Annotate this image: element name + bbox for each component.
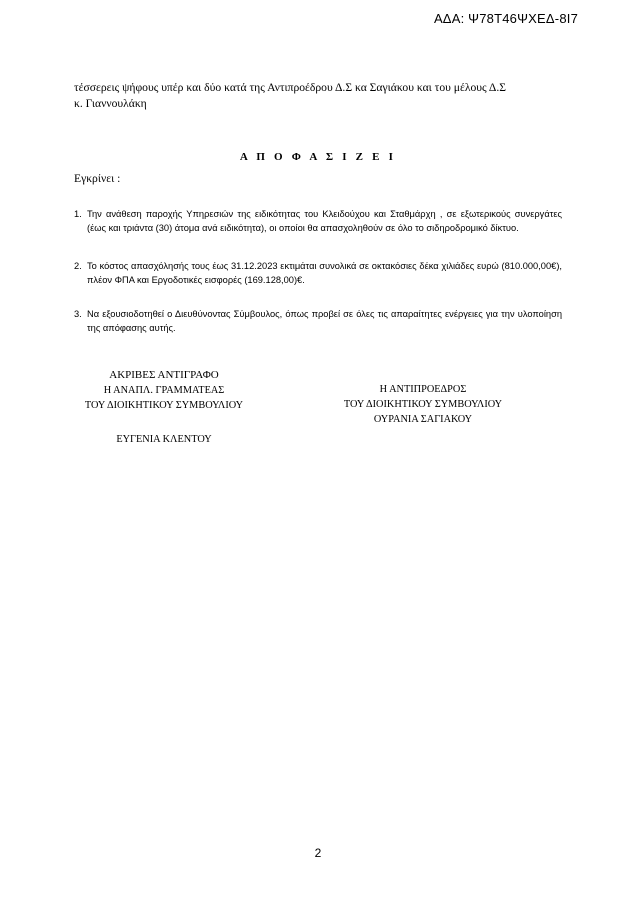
signature-block-secretary — [60, 368, 268, 413]
signature-block-vice-president — [318, 382, 528, 427]
intro-paragraph — [74, 80, 574, 112]
decision-heading: Α Π Ο Φ Α Σ Ι Ζ Ε Ι — [239, 151, 397, 163]
item-text: Το κόστος απασχόλησής τους έως 31.12.2023 εκτιμάται συνολικά σε οκτακόσιες δέκα χιλιάδες ευρώ (810.000,00€), πλέον ΦΠΑ και Εργοδοτικές εισφορές (169.128,00)€. — [87, 261, 562, 285]
vice-president-name: ΟΥΡΑΝΙΑ ΣΑΓΙΑΚΟΥ — [373, 414, 473, 425]
page-number: 2 — [314, 846, 322, 860]
board-label: ΤΟΥ ΔΙΟΙΚΗΤΙΚΟΥ ΣΥΜΒΟΥΛΙΟΥ — [84, 400, 244, 411]
item-number: 1. — [74, 209, 82, 219]
vice-president-title: Η ΑΝΤΙΠΡΟΕΔΡΟΣ — [379, 384, 467, 395]
item-number: 3. — [74, 309, 82, 319]
decision-item — [74, 308, 562, 335]
certified-copy-label: ΑΚΡΙΒΕΣ ΑΝΤΙΓΡΑΦΟ — [109, 369, 219, 381]
secretary-name: ΕΥΓΕΝΙΑ ΚΛΕΝΤΟΥ — [116, 434, 212, 445]
secretary-title: Η ΑΝΑΠΛ. ΓΡΑΜΜΑΤΕΑΣ — [103, 385, 225, 396]
ada-identifier: ΑΔΑ: Ψ78Τ46ΨΧΕΔ-8Ι7 — [433, 11, 578, 26]
board-label: ΤΟΥ ΔΙΟΙΚΗΤΙΚΟΥ ΣΥΜΒΟΥΛΙΟΥ — [343, 399, 503, 410]
intro-line: κ. Γιαννουλάκη — [74, 97, 147, 110]
decision-item — [74, 208, 562, 235]
intro-line: τέσσερεις ψήφους υπέρ και δύο κατά της Αντιπροέδρου Δ.Σ κα Σαγιάκου και του μέλους Δ.Σ — [74, 81, 506, 94]
item-text: Την ανάθεση παροχής Υπηρεσιών της ειδικότητας του Κλειδούχου και Σταθμάρχη , σε εξωτερικούς συνεργάτες (έως και τριάντα (30) άτομα ανά ειδικότητα), οι οποίοι θα απασχοληθούν σε όλο το σιδηροδρομικό δίκτυο. — [87, 209, 562, 233]
decision-item — [74, 260, 562, 287]
item-text: Να εξουσιοδοτηθεί ο Διευθύνοντας Σύμβουλος, όπως προβεί σε όλες τις απαραίτητες ενέργειες για την υλοποίηση της απόφασης αυτής. — [87, 309, 562, 333]
item-number: 2. — [74, 261, 82, 271]
approves-label: Εγκρίνει : — [74, 172, 121, 185]
